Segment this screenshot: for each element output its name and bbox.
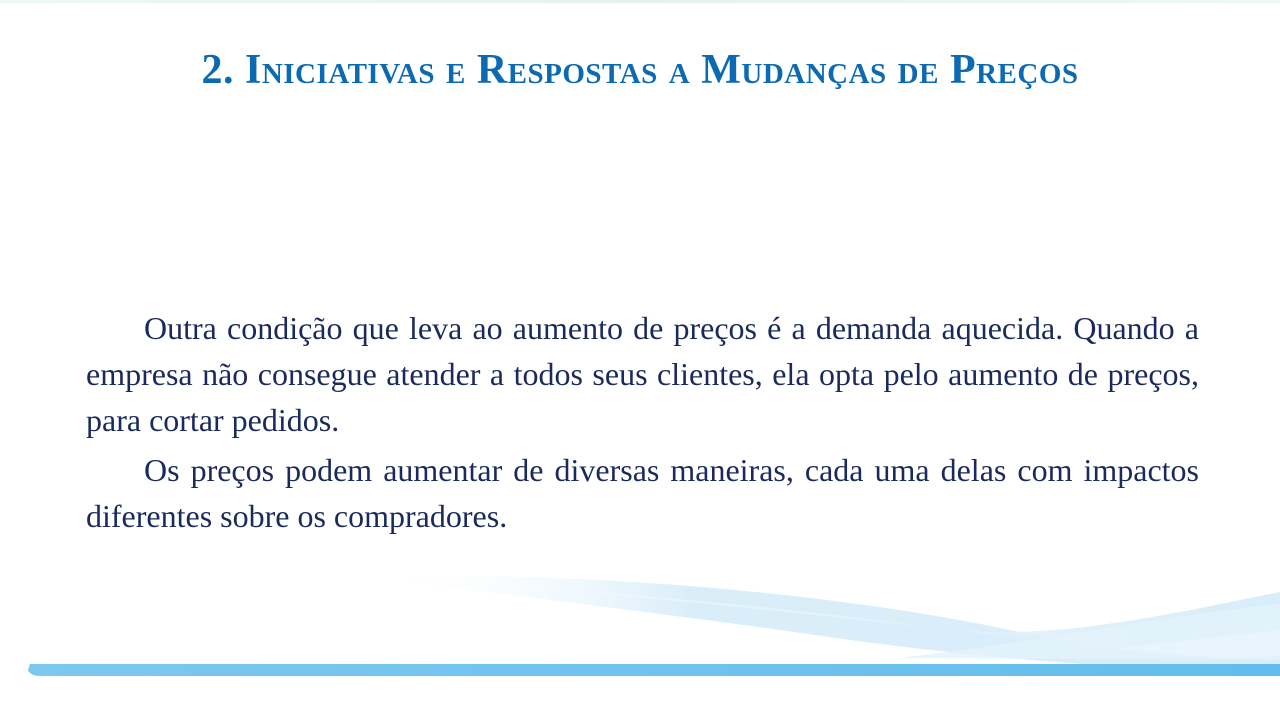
slide-body — [86, 305, 1199, 543]
top-border-line — [0, 0, 1280, 3]
paragraph: Outra condição que leva ao aumento de preços é a demanda aquecida. Quando a empresa não consegue atender a todos seus clientes, ela opta pelo aumento de preços, para cortar pedidos. — [86, 310, 1199, 438]
slide-title: 2. Iniciativas e Respostas a Mudanças de Preços — [201, 47, 1079, 93]
decorative-wave-footer — [0, 560, 1280, 720]
paragraph: Os preços podem aumentar de diversas maneiras, cada uma delas com impactos diferentes sobre os compradores. — [86, 452, 1199, 534]
